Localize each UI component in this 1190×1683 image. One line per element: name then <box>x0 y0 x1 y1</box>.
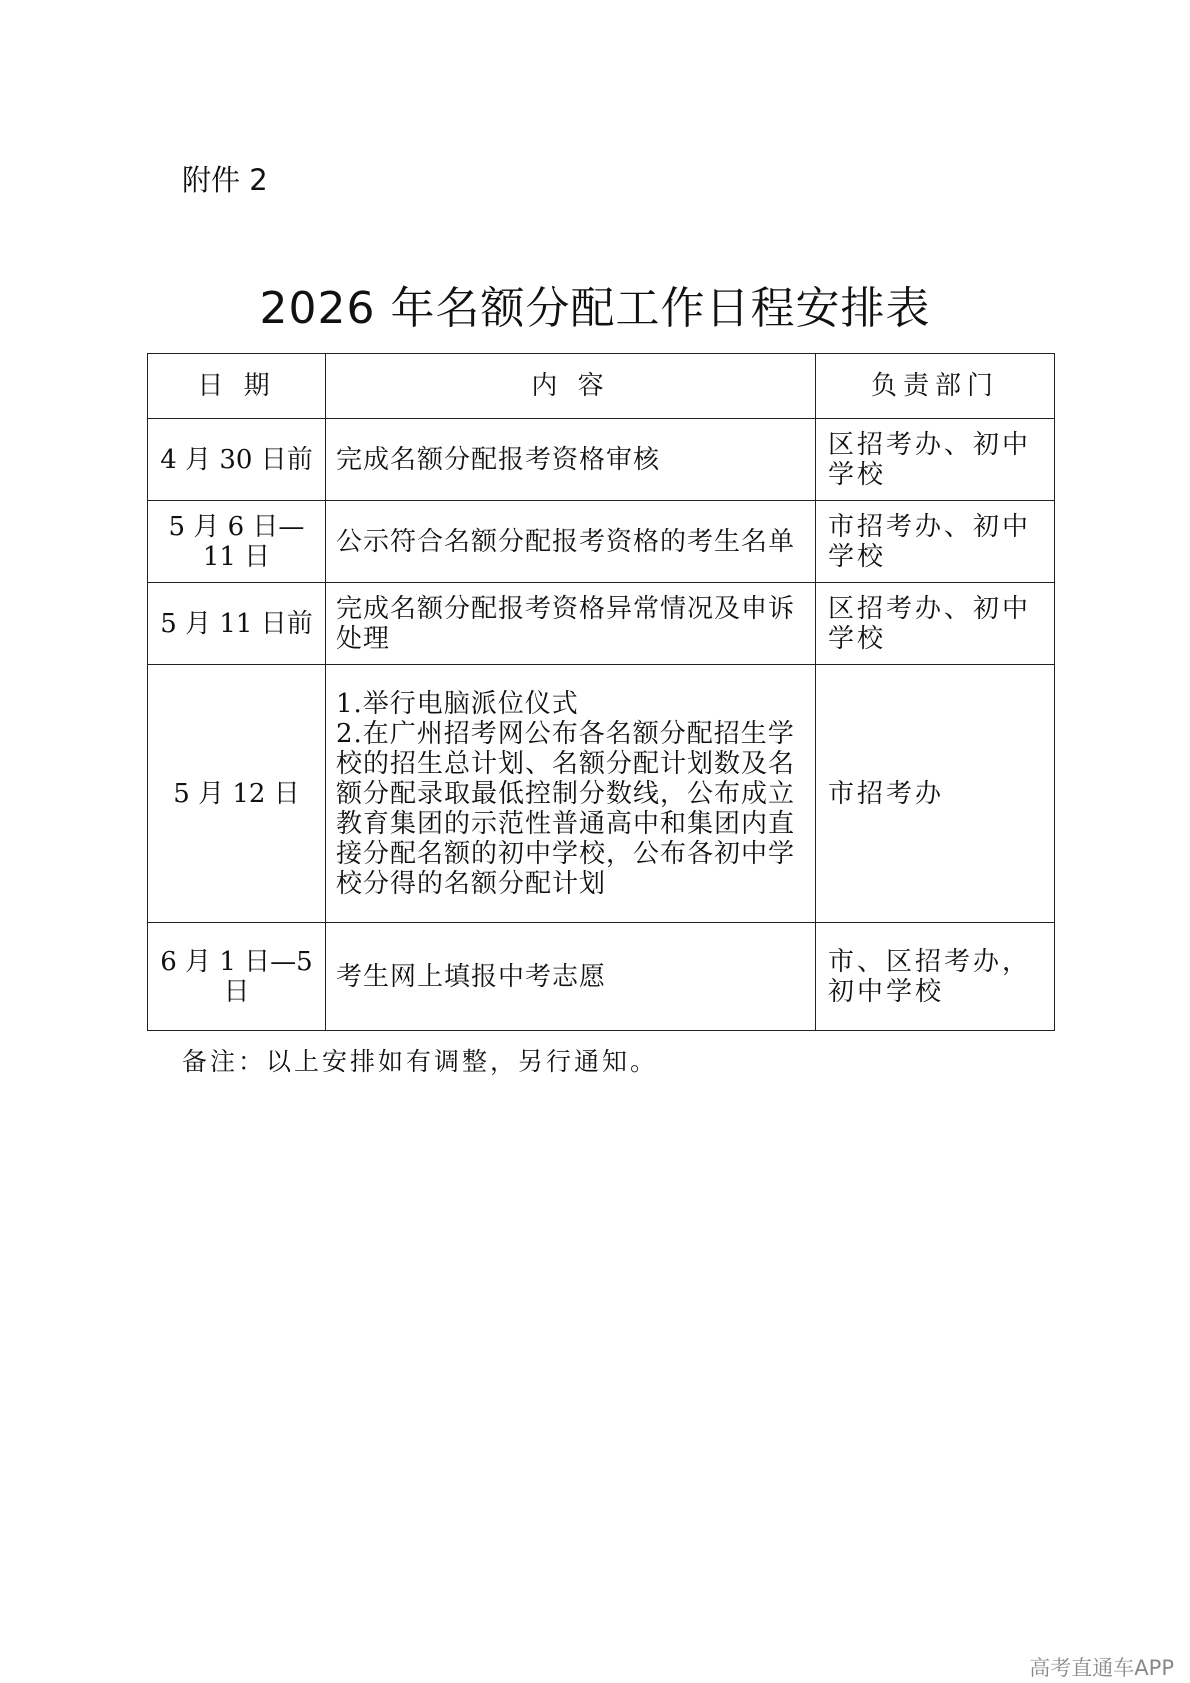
table-row <box>148 583 1055 665</box>
row-date: 5 月 12 日 <box>148 665 326 923</box>
row-date: 6 月 1 日—5 日 <box>148 923 326 1031</box>
row-dept: 区招考办、初中学校 <box>816 419 1055 501</box>
table-header-row <box>148 354 1055 419</box>
row-dept: 市、区招考办，初中学校 <box>816 923 1055 1031</box>
row-dept: 区招考办、初中学校 <box>816 583 1055 665</box>
header-content: 内 容 <box>326 354 816 419</box>
row-content: 公示符合名额分配报考资格的考生名单 <box>326 501 816 583</box>
row-date: 4 月 30 日前 <box>148 419 326 501</box>
schedule-table <box>147 353 1055 1031</box>
row-dept: 市招考办 <box>816 665 1055 923</box>
table-row <box>148 419 1055 501</box>
row-content: 完成名额分配报考资格异常情况及申诉处理 <box>326 583 816 665</box>
table-row <box>148 923 1055 1031</box>
row-date: 5 月 11 日前 <box>148 583 326 665</box>
table-row <box>148 501 1055 583</box>
row-date: 5 月 6 日—11 日 <box>148 501 326 583</box>
row-dept: 市招考办、初中学校 <box>816 501 1055 583</box>
table-row <box>148 665 1055 923</box>
header-date: 日 期 <box>148 354 326 419</box>
row-content: 1.举行电脑派位仪式 2.在广州招考网公布各名额分配招生学校的招生总计划、名额分配计划数及名额分配录取最低控制分数线，公布成立教育集团的示范性普通高中和集团内直接分配名额的初中学校，公布各初中学校分得的名额分配计划 <box>326 665 816 923</box>
document-title: 2026 年名额分配工作日程安排表 <box>259 283 931 334</box>
header-dept: 负责部门 <box>816 354 1055 419</box>
watermark: 高考直通车APP <box>1029 1656 1174 1680</box>
row-content: 完成名额分配报考资格审核 <box>326 419 816 501</box>
row-content: 考生网上填报中考志愿 <box>326 923 816 1031</box>
attachment-label: 附件 2 <box>182 163 268 197</box>
remark-note: 备注：以上安排如有调整，另行通知。 <box>182 1047 659 1076</box>
